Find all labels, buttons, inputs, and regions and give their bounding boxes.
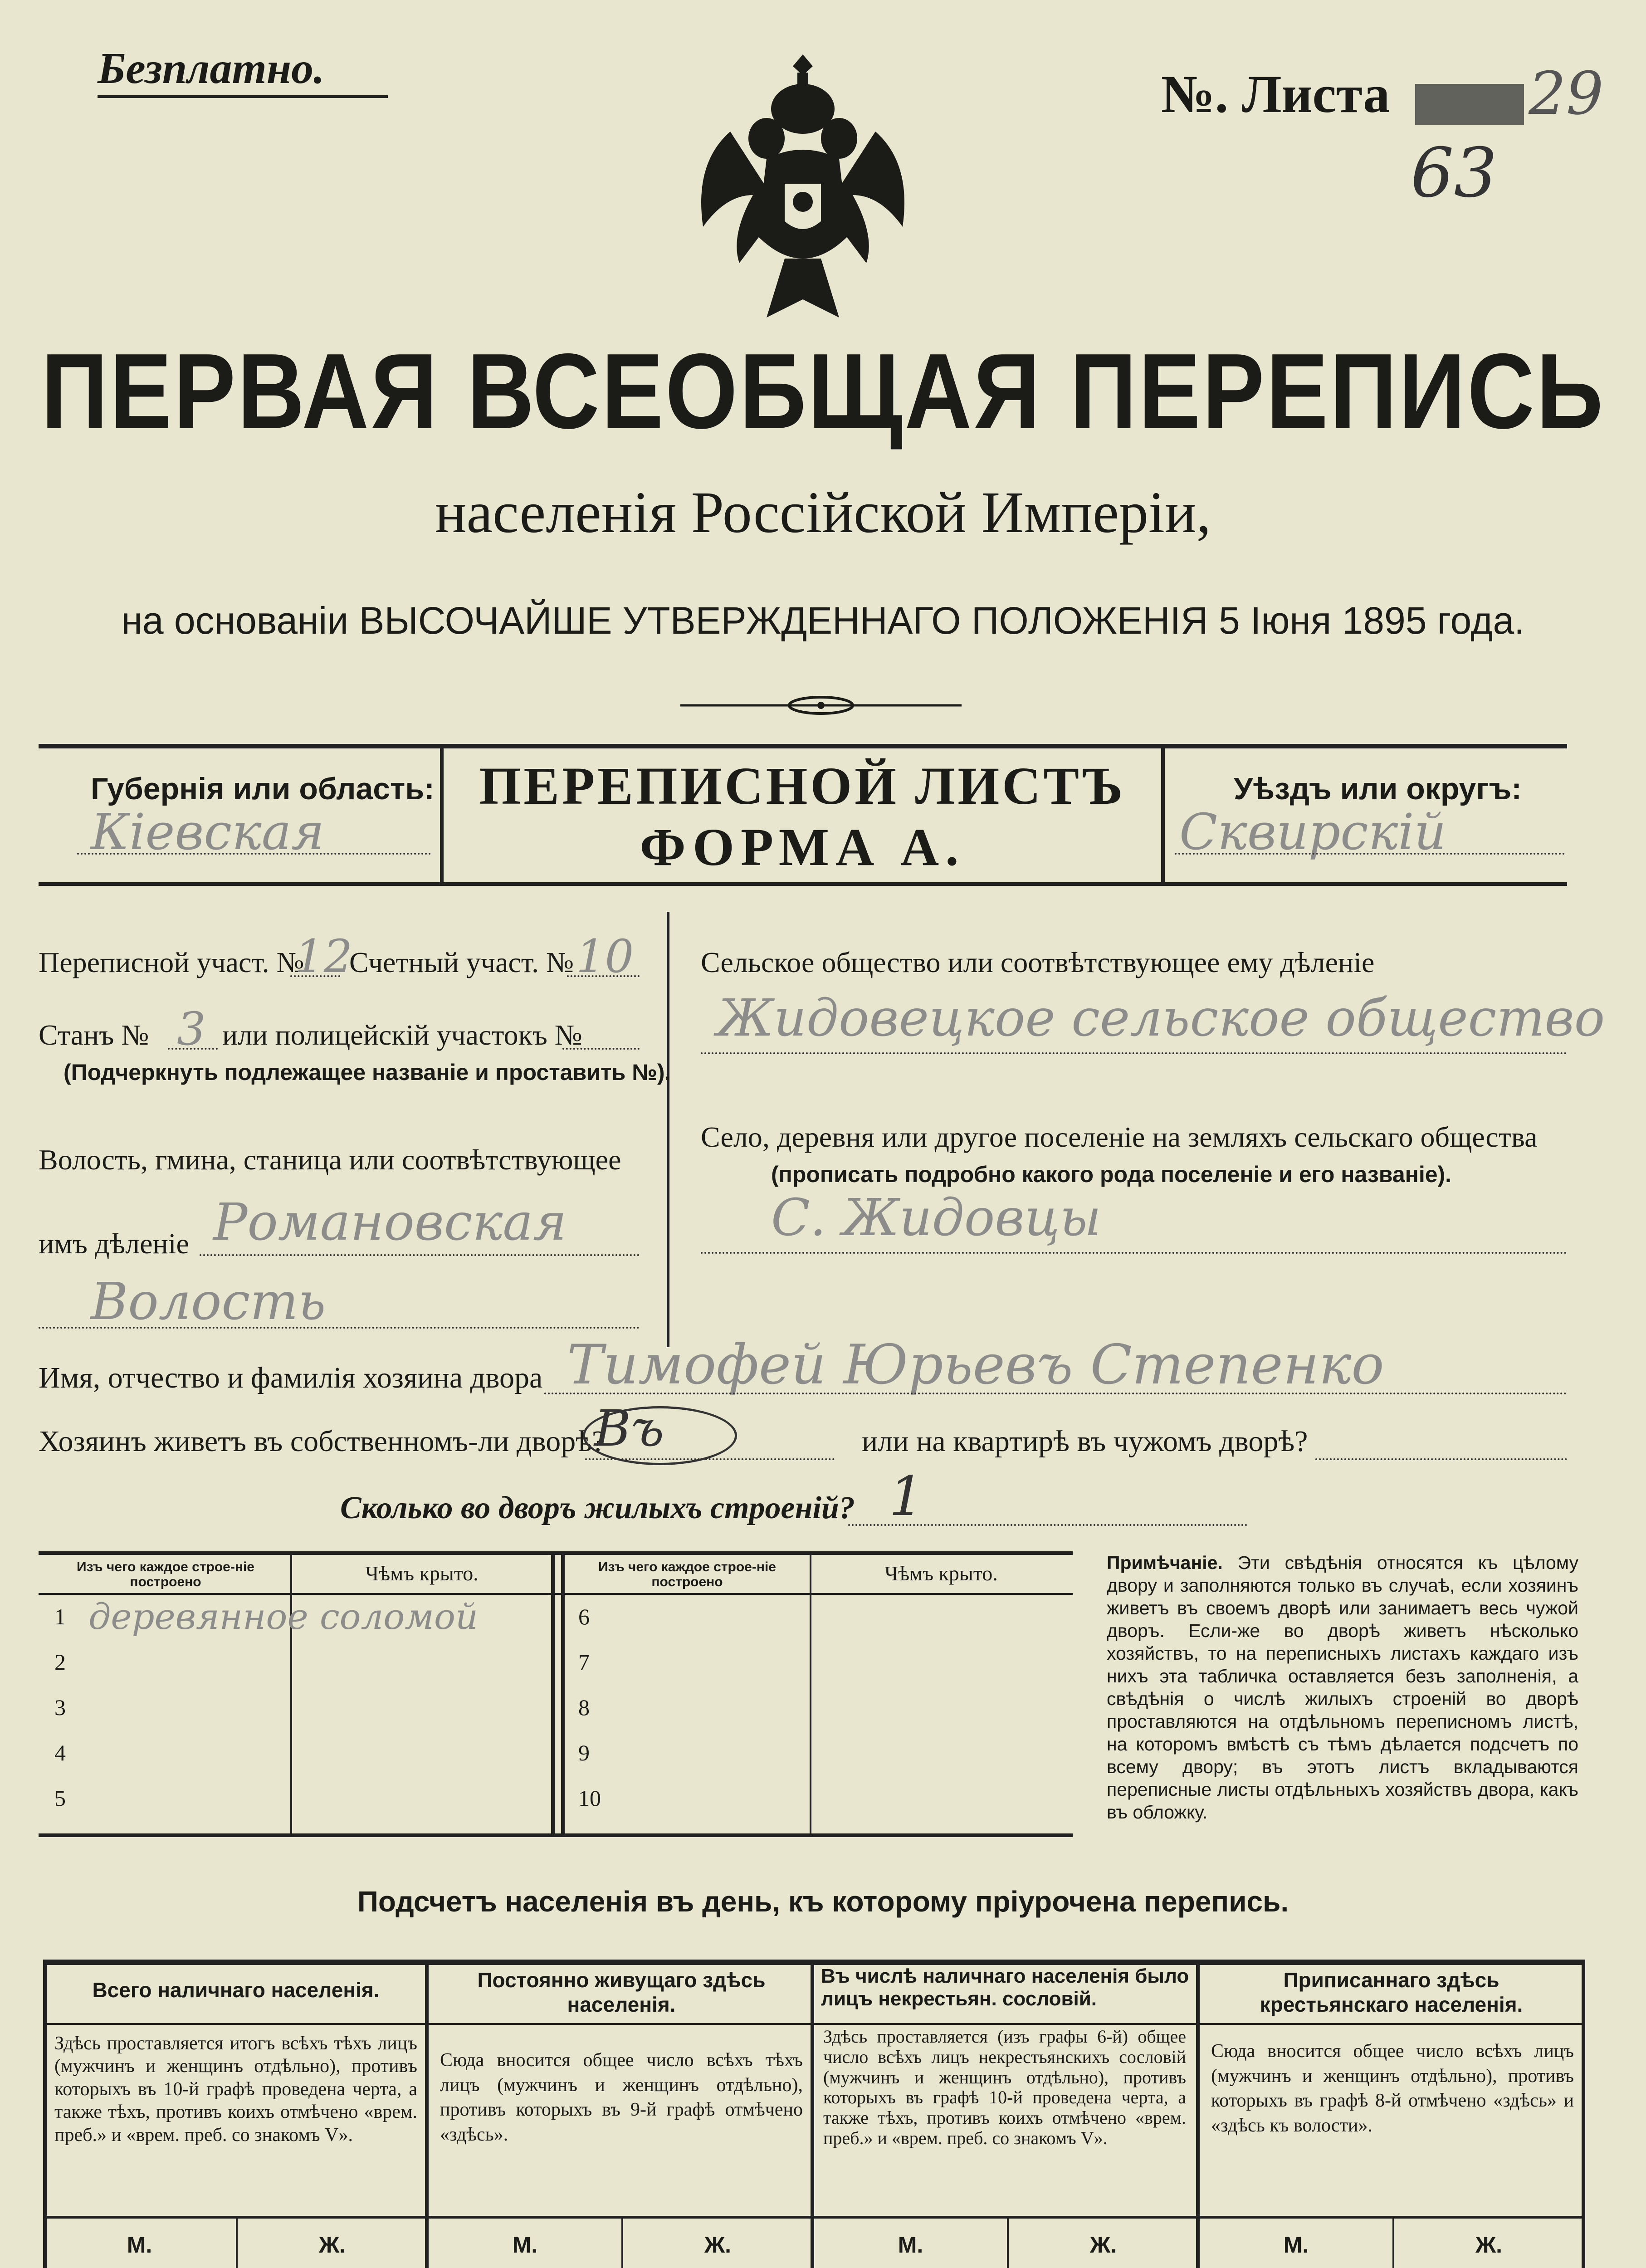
volost-value: Романовская (213, 1193, 567, 1252)
count-area-label: Счетный участ. № (349, 946, 574, 978)
form-header-top-rule (39, 744, 1567, 748)
ornament-divider (680, 692, 962, 719)
buildings-table: Изъ чего каждое строе-ніе построено Чѣмъ крыто. Изъ чего каждое строе-ніе построено Чѣмъ крыто. 1 деревянное соломой 6 2 7 3 8 4 9 5 10 (39, 1551, 1073, 1837)
owner-own-yard-line (585, 1458, 835, 1460)
owner-rent-label: или на квартирѣ въ чужомъ дворѣ? (862, 1425, 1308, 1458)
stan-label: Станъ № (39, 1019, 149, 1051)
census-area-line (290, 975, 340, 977)
buildings-count-value: 1 (889, 1465, 924, 1528)
form-name: ФОРМА А. (640, 817, 965, 877)
village-line (701, 1252, 1567, 1254)
volost-line-2 (39, 1327, 640, 1329)
census-title: ПЕРВАЯ ВСЕОБЩАЯ ПЕРЕПИСЬ (41, 331, 1605, 451)
population-caption: Подсчетъ населенія въ день, къ которому пріурочена перепись. (357, 1885, 1289, 1918)
stan-line (168, 1048, 218, 1050)
sheet-number-alt: 63 (1411, 134, 1497, 213)
district-line (1175, 853, 1565, 855)
owner-name-label: Имя, отчество и фамилія хозяина двора (39, 1361, 543, 1394)
owner-name-value: Тимофей Юрьевъ Степенко (567, 1334, 1384, 1397)
census-basis: на основаніи ВЫСОЧАЙШЕ УТВЕРЖДЕННАГО ПОЛОЖЕНІЯ 5 Іюня 1895 года. (121, 599, 1525, 642)
owner-rent-line (1315, 1458, 1567, 1460)
village-value: С. Жидовцы (771, 1188, 1101, 1247)
owner-own-yard-value: Въ (594, 1399, 664, 1457)
buildings-col-roof-right: Чѣмъ крыто. (884, 1562, 998, 1585)
province-line (77, 853, 431, 855)
province-label: Губернія или область: (91, 772, 435, 806)
buildings-note (1107, 1551, 1578, 1823)
buildings-col-material-right: Изъ чего каждое строе-ніе построено (598, 1559, 776, 1589)
census-area-label: Переписной участ. № (39, 946, 304, 978)
owner-own-yard-circle (583, 1406, 737, 1465)
district-value: Сквирскій (1179, 803, 1446, 861)
sheet-number-label: №. Листа (1161, 64, 1390, 124)
form-title: ПЕРЕПИСНОЙ ЛИСТЪ (479, 756, 1126, 816)
village-label: Село, деревня или другое поселеніе на земляхъ сельскаго общества (701, 1121, 1538, 1153)
census-area-value: 12 (295, 930, 353, 983)
volost-value-2: Волость (91, 1272, 326, 1331)
sheet-number-redaction (1415, 84, 1524, 125)
sheet-number-value: 29 (1529, 59, 1604, 128)
society-line (701, 1052, 1567, 1054)
volost-label-2: имъ дѣленіе (39, 1227, 189, 1260)
village-note: (прописать подробно какого рода поселеніе и его названіе). (771, 1162, 1452, 1187)
stan-note: (Подчеркнуть подлежащее названіе и проставить №). (63, 1060, 671, 1085)
society-label: Сельское общество или соотвѣтствующее ему дѣленіе (701, 946, 1375, 978)
volost-line (200, 1254, 640, 1256)
province-value: Кіевская (91, 803, 325, 861)
imperial-eagle-emblem (676, 45, 930, 336)
buildings-note-text: Эти свѣдѣнія относятся къ цѣлому двору и заполняются только въ случаѣ, если хозяинъ живетъ въ своемъ дворѣ или занимаетъ весь чужой дворъ. Если-же во дворѣ живетъ нѣсколько хозяйствъ, то на переписныхъ листахъ каждаго изъ нихъ эта табличка оставляется безъ заполненія, а свѣдѣнія о числѣ жилыхъ строеній во дворѣ проставляются на отдѣльномъ переписномъ листѣ, на которомъ вмѣстѣ съ тѣмъ дѣлается подсчетъ по всему двору; въ этотъ листъ вкладываются переписные листы отдѣльныхъ хозяйствъ двора, какъ въ обложку. (1107, 1552, 1578, 1823)
police-line (562, 1048, 640, 1050)
free-label: Безплатно. (98, 44, 325, 93)
count-area-line (567, 975, 640, 977)
form-header-divider-right (1161, 744, 1165, 886)
volost-label: Волость, гмина, станица или соотвѣтствующее (39, 1144, 621, 1176)
fields-column-divider (667, 912, 669, 1347)
police-label: или полицейскій участокъ № (222, 1019, 582, 1051)
census-subtitle: населенія Россійской Имперіи, (435, 480, 1211, 545)
buildings-col-material-left: Изъ чего каждое строе-ніе построено (77, 1559, 254, 1589)
society-value: Жидовецкое сельское общество (717, 989, 1605, 1048)
form-header-bottom-rule (39, 882, 1567, 886)
district-label: Уѣздъ или округъ: (1234, 772, 1522, 806)
count-area-value: 10 (576, 930, 634, 983)
population-table: Всего наличнаго населенія. Здѣсь проставляется итогъ всѣхъ тѣхъ лицъ (мужчинъ и женщинъ отдѣльно), противъ которыхъ въ 10-й графѣ проведена черта, а также тѣхъ, противъ коихъ отмѣчено «врем. преб.» и «врем. преб. со знакомъ V». М. Ж. Постоянно живущаго здѣсь населенія. Сюда вносится общее число всѣхъ тѣхъ лицъ (мужчинъ и женщинъ отдѣльно), противъ которыхъ въ 9-й графѣ отмѣчено «здѣсь». М. Ж. Въ числѣ наличнаго населенія было лицъ некрестьян. сословій. Здѣсь проставляется (изъ графы 6-й) общее число всѣхъ лицъ некрестьянскихъ сословій (мужчинъ и женщинъ отдѣльно), противъ которыхъ въ графѣ 10-й проведена черта, а также тѣхъ, противъ коихъ отмѣчено «врем. преб.» и «врем. преб. со знакомъ V». М. Ж. Приписаннаго здѣсь крестьянскаго населенія. Сюда вносится общее число всѣхъ лицъ (мужчинъ и женщинъ отдѣльно), противъ которыхъ въ графѣ 8-й отмѣчено «здѣсь» и «здѣсь къ волости». М. Ж. (43, 1960, 1585, 2268)
buildings-col-roof-left: Чѣмъ крыто. (365, 1562, 479, 1585)
form-header-divider-left (440, 744, 444, 886)
owner-own-yard-label: Хозяинъ живетъ въ собственномъ-ли дворѣ? (39, 1425, 606, 1458)
free-underline (98, 95, 388, 98)
owner-name-line (544, 1393, 1567, 1394)
buildings-note-head: Примѣчаніе. (1107, 1552, 1223, 1573)
buildings-count-line (848, 1524, 1247, 1526)
stan-value: 3 (177, 1002, 206, 1056)
buildings-count-label: Сколько во дворъ жилыхъ строеній? (340, 1491, 855, 1525)
